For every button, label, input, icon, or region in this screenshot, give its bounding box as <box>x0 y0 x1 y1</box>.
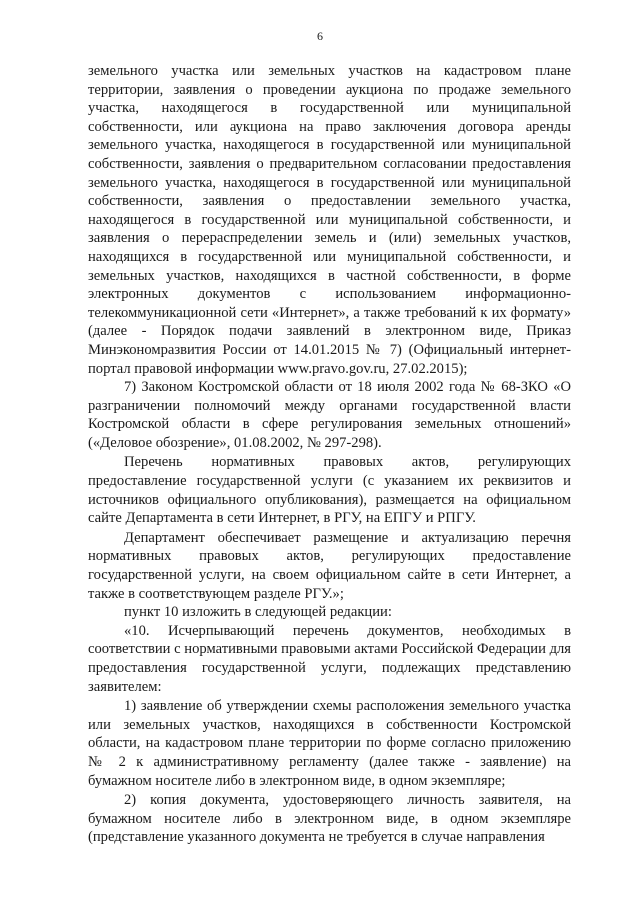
paragraph-legal-acts-list: Перечень нормативных правовых актов, регулирующих предоставление государственной услуги (с указанием их реквизитов и источников официального опубликования), размещается на официальном сайте Департамента в сети Интернет, в РГУ, на ЕПГУ и РПГУ. <box>88 454 571 527</box>
document-body <box>88 62 571 847</box>
paragraph-law-item-7: 7) Законом Костромской области от 18 июля 2002 года № 68-ЗКО «О разграничении полномочий между органами государственной власти Костромской области в сфере регулирования земельных отношений» («Деловое обозрение», 01.08.2002, № 297-298). <box>88 379 571 451</box>
paragraph-item-2-identity-document: 2) копия документа, удостоверяющего личность заявителя, на бумажном носителе либо в электронном виде, в одном экземпляре (представление указанного документа не требуется в случае направления <box>88 792 571 846</box>
page-number: 6 <box>317 29 323 43</box>
paragraph-point-10-text: «10. Исчерпывающий перечень документов, необходимых в соответствии с нормативными правовыми актами Российской Федерации для предоставления государственной услуги, подлежащих представлению заявителем: <box>88 622 571 695</box>
paragraph-item-1-application: 1) заявление об утверждении схемы расположения земельного участка или земельных участков, находящихся в собственности Костромской области, на кадастровом плане территории по форме согласно приложению № 2 к административному регламенту (далее также - заявление) на бумажном носителе либо в электронном виде, в одном экземпляре; <box>88 698 571 789</box>
paragraph-department-publishing: Департамент обеспечивает размещение и актуализацию перечня нормативных правовых актов, регулирующих предоставление государственной услуги, на своем официальном сайте в сети Интернет, а также в соответствующем разделе РГУ.»; <box>88 529 571 602</box>
paragraph-point-10-heading: пункт 10 изложить в следующей редакции: <box>124 604 392 621</box>
paragraph-continued-order-text: земельного участка или земельных участков на кадастровом плане территории, заявления о проведении аукциона по продаже земельного участка, находящегося в государственной или муниципальной собственности, или аукциона на право заключения договора аренды земельного участка, находящегося в государственной или муниципальной собственности, заявления о предварительном согласовании предоставления земельного участка, находящегося в государственной или муниципальной собственности, заявления о предоставлении земельного участка, находящегося в государственной или муниципальной собственности, и заявления о перераспределении земель и (или) земельных участков, находящихся в государственной или муниципальной собственности, и земельных участков, находящихся в частной собственности, в форме электронных документов с использованием информационно-телекоммуникационной сети «Интернет», а также требований к их формату» (далее - Порядок подачи заявлений в электронном виде, Приказ Минэкономразвития России от 14.01.2015 № 7) (Официальный интернет-портал правовой информации www.pravo.gov.ru, 27.02.2015); <box>88 63 571 377</box>
